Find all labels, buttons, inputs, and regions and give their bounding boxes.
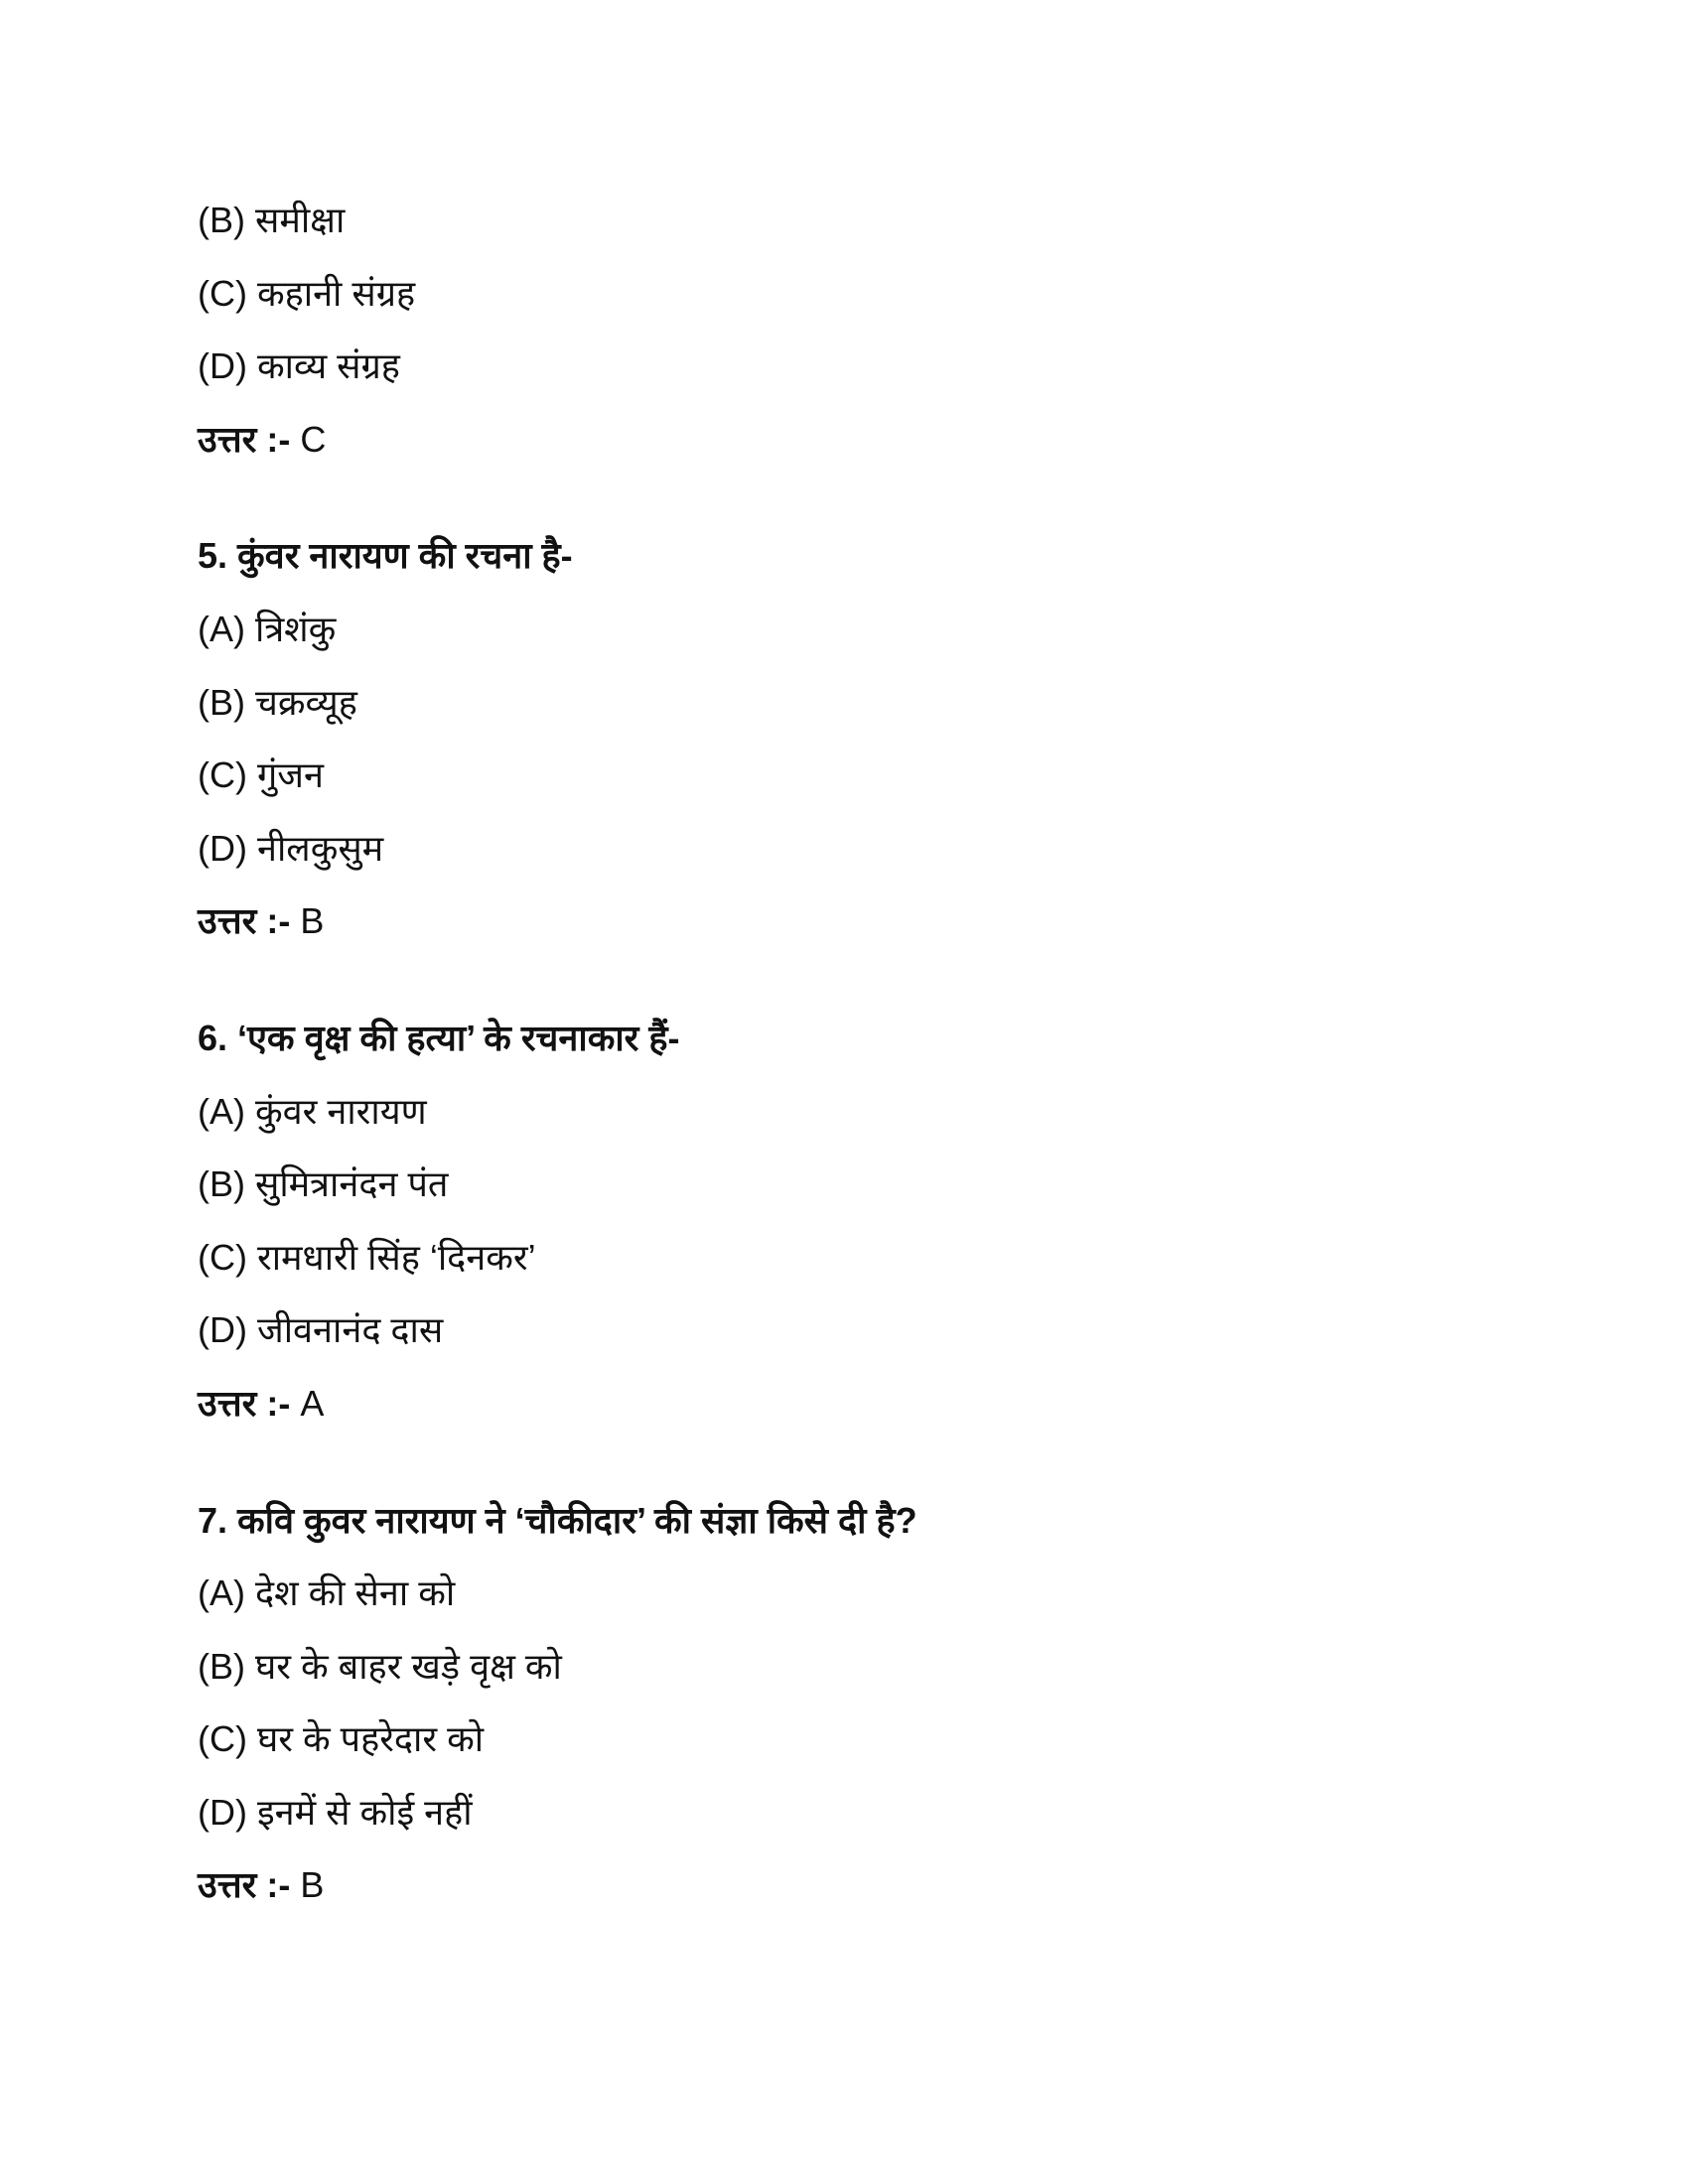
option-d: (D) काव्य संग्रह <box>198 345 400 387</box>
answer-value: A <box>300 1382 325 1424</box>
answer-label: उत्तर :- <box>198 900 291 942</box>
question-5 <box>198 519 917 958</box>
option-b: (B) घर के बाहर खड़े वृक्ष को <box>198 1645 562 1687</box>
option-d: (D) इनमें से कोई नहीं <box>198 1791 473 1833</box>
answer-line <box>198 885 917 958</box>
option-c: (C) कहानी संग्रह <box>198 272 416 314</box>
option-d: (D) जीवनानंद दास <box>198 1309 444 1351</box>
option-a: (A) देश की सेना को <box>198 1572 456 1614</box>
option-a: (A) त्रिशंकु <box>198 608 337 649</box>
answer-value: C <box>300 418 327 460</box>
option-b: (B) चक्रव्यूह <box>198 681 357 723</box>
question-4-partial <box>198 184 917 476</box>
option-c: (C) गुंजन <box>198 754 324 796</box>
document-page <box>198 184 917 1922</box>
answer-line <box>198 1848 917 1922</box>
question-text: 6. ‘एक वृक्ष की हत्या’ के रचनाकार हैं- <box>198 1017 680 1058</box>
answer-label: उत्तर :- <box>198 1382 291 1424</box>
answer-value: B <box>300 1864 325 1906</box>
answer-label: उत्तर :- <box>198 1864 291 1906</box>
option-c: (C) रामधारी सिंह ‘दिनकर’ <box>198 1236 536 1278</box>
option-c: (C) घर के पहरेदार को <box>198 1718 485 1760</box>
option-d: (D) नीलकुसुम <box>198 827 384 869</box>
question-6 <box>198 1002 917 1440</box>
answer-line <box>198 1367 917 1440</box>
option-a: (A) कुंवर नारायण <box>198 1090 427 1132</box>
option-b: (B) समीक्षा <box>198 200 346 240</box>
answer-value: B <box>300 900 325 942</box>
question-7 <box>198 1484 917 1923</box>
answer-line <box>198 403 917 477</box>
question-text: 7. कवि कुवर नारायण ने ‘चौकीदार’ की संज्ञा किसे दी है? <box>198 1499 917 1541</box>
option-b: (B) सुमित्रानंदन पंत <box>198 1163 449 1205</box>
question-text: 5. कुंवर नारायण की रचना है- <box>198 535 573 577</box>
answer-label: उत्तर :- <box>198 418 291 460</box>
